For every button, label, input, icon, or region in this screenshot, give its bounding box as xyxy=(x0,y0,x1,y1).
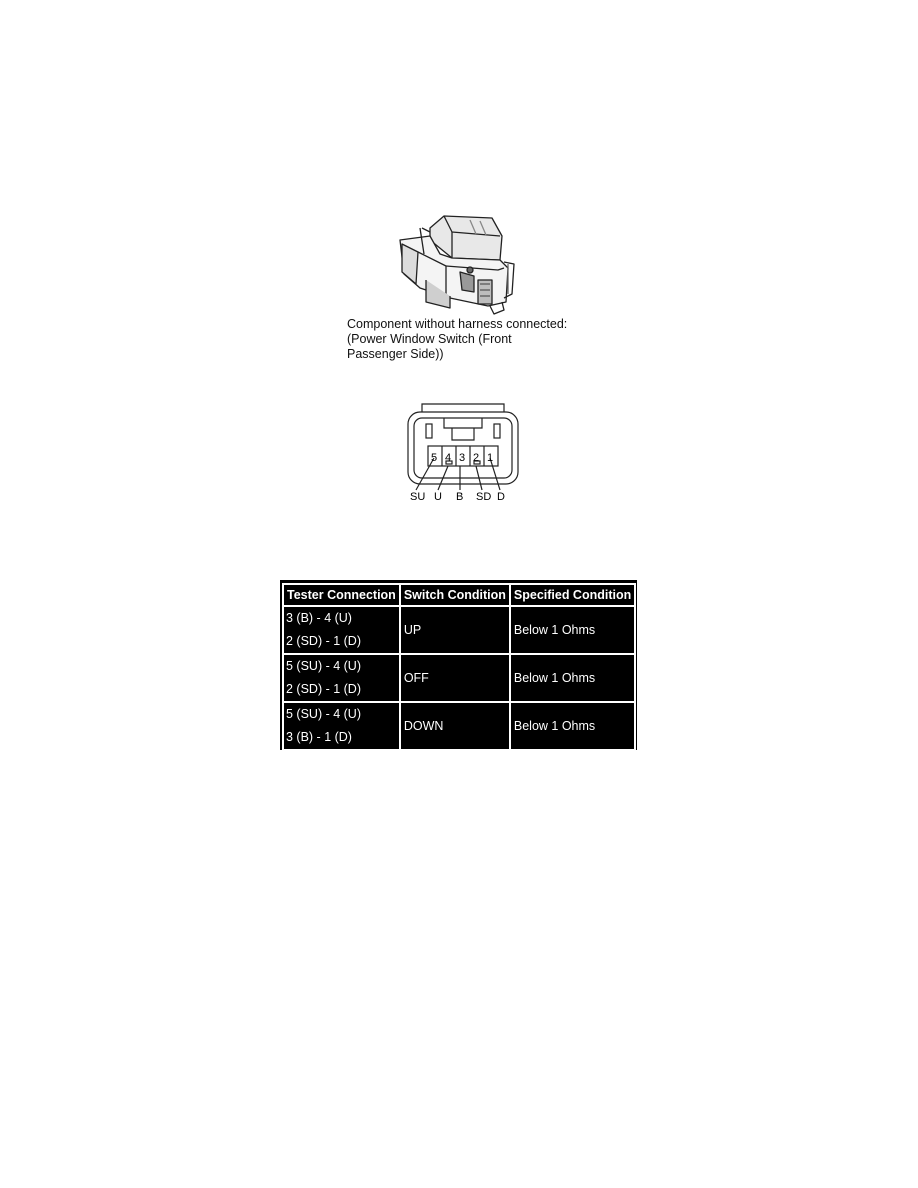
table-row xyxy=(283,606,635,654)
tester-connection-cell xyxy=(283,702,400,750)
header-specified-condition: Specified Condition xyxy=(510,584,635,606)
table-header-row xyxy=(283,584,635,606)
caption-line: Component without harness connected: xyxy=(347,317,568,331)
connection-line: 2 (SD) - 1 (D) xyxy=(286,682,361,696)
caption-line: (Power Window Switch (Front xyxy=(347,332,512,346)
switch-condition-cell: DOWN xyxy=(400,702,510,750)
pin-number: 2 xyxy=(473,452,480,464)
pin-number: 3 xyxy=(459,452,466,464)
tester-connection-cell xyxy=(283,606,400,654)
tester-connection-cell xyxy=(283,654,400,702)
caption-line: Passenger Side)) xyxy=(347,347,444,361)
header-switch-condition: Switch Condition xyxy=(400,584,510,606)
connection-line: 3 (B) - 1 (D) xyxy=(286,730,352,744)
figure-caption xyxy=(347,317,607,362)
switch-condition-cell: OFF xyxy=(400,654,510,702)
pin-number: 1 xyxy=(487,452,494,464)
connection-line: 2 (SD) - 1 (D) xyxy=(286,634,361,648)
switch-condition-cell: UP xyxy=(400,606,510,654)
pin-label: U xyxy=(434,491,442,503)
table-row xyxy=(283,702,635,750)
table-row xyxy=(283,654,635,702)
power-window-switch-illustration xyxy=(380,210,540,322)
pin-number: 4 xyxy=(445,452,452,464)
header-tester-connection: Tester Connection xyxy=(283,584,400,606)
specification-table xyxy=(282,583,636,751)
pin-label: D xyxy=(497,491,505,503)
connection-line: 5 (SU) - 4 (U) xyxy=(286,707,361,721)
pin-label: SD xyxy=(476,491,492,503)
pin-label: B xyxy=(456,491,464,503)
connection-line: 5 (SU) - 4 (U) xyxy=(286,659,361,673)
pin-number: 5 xyxy=(431,452,438,464)
connector-pinout-diagram xyxy=(400,400,530,515)
connection-line: 3 (B) - 4 (U) xyxy=(286,611,352,625)
specification-table-container xyxy=(280,580,637,750)
pin-label: SU xyxy=(410,491,426,503)
specified-condition-cell: Below 1 Ohms xyxy=(510,702,635,750)
specified-condition-cell: Below 1 Ohms xyxy=(510,654,635,702)
specified-condition-cell: Below 1 Ohms xyxy=(510,606,635,654)
